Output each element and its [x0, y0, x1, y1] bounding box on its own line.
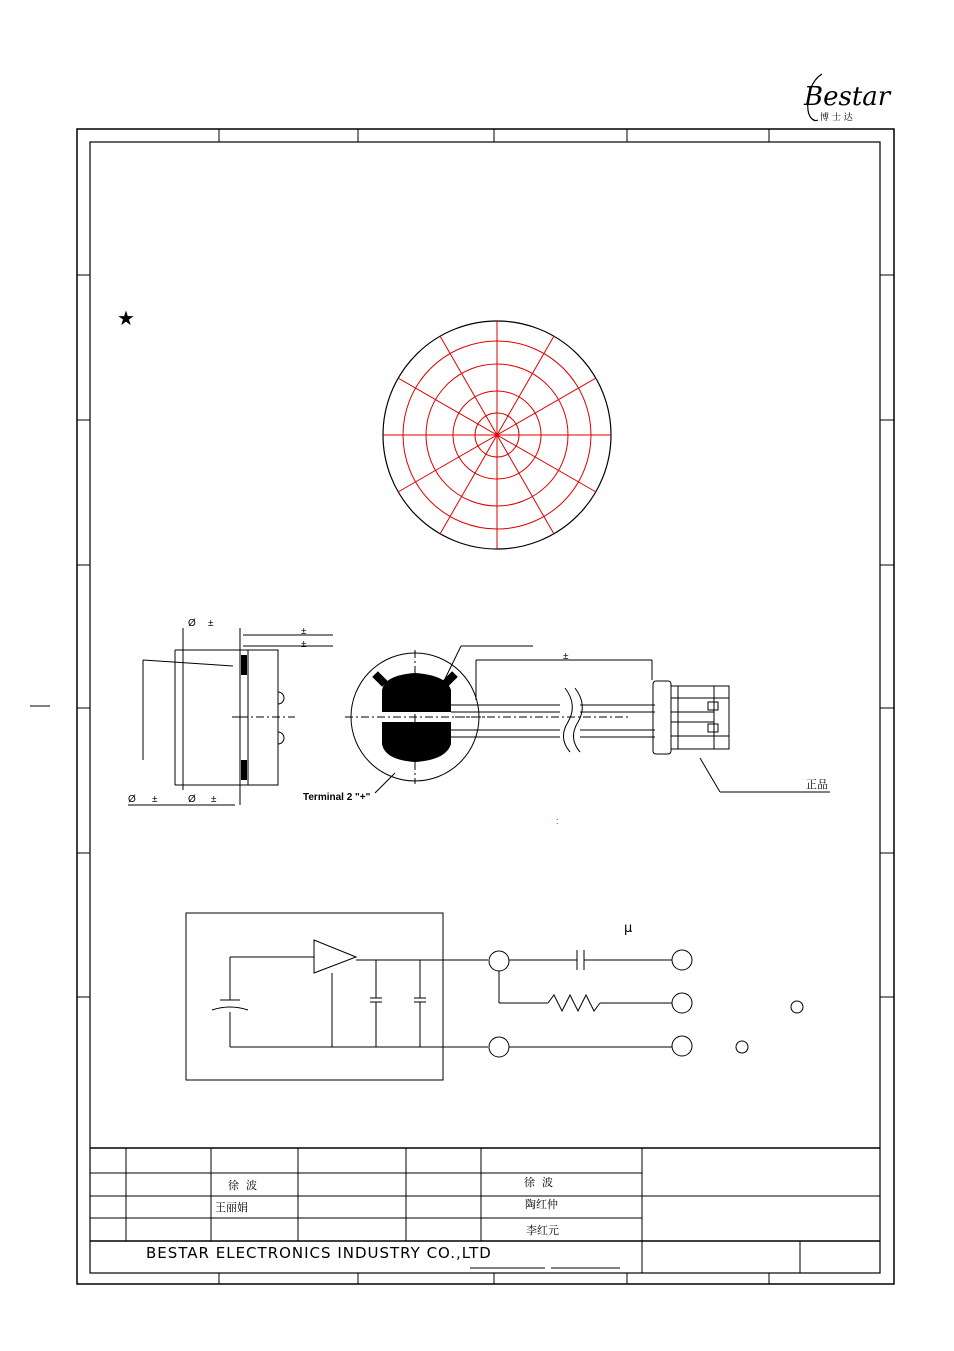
polar-chart	[383, 321, 611, 549]
pm-top: ±	[208, 618, 214, 629]
pm-bottom-2: ±	[211, 794, 217, 805]
dia-symbol-top: Ø	[188, 618, 196, 629]
connector	[653, 681, 830, 792]
drawn-by-2: 王丽娟	[215, 1201, 248, 1214]
logo-chinese: 博 士 达	[820, 113, 853, 123]
micro-symbol: μ	[624, 921, 633, 936]
side-view-drawing	[128, 628, 333, 805]
dia-symbol-bottom-2: Ø	[188, 794, 196, 805]
bestar-logo	[803, 74, 892, 123]
terminal-pad-top	[382, 673, 451, 712]
pm-right-2: ±	[301, 639, 307, 650]
wire-harness	[451, 660, 655, 752]
test-circuit	[186, 913, 803, 1080]
pm-bottom-1: ±	[152, 794, 158, 805]
checked-by-2: 陶红仲	[525, 1198, 558, 1211]
zone-ticks	[30, 129, 894, 1284]
pm-wire: ±	[563, 651, 569, 662]
dia-symbol-bottom-1: Ø	[128, 794, 136, 805]
checked-by-1: 徐 波	[524, 1176, 553, 1189]
terminal-label: Terminal 2 "+"	[303, 792, 371, 803]
logo-brand: Bestar	[804, 82, 891, 112]
approved-by: 李红元	[526, 1224, 559, 1237]
pm-right-1: ±	[301, 626, 307, 637]
outer-frame	[77, 129, 894, 1284]
front-view-drawing	[345, 646, 533, 793]
section-star-icon: ★	[117, 306, 135, 330]
company-name: BESTAR ELECTRONICS INDUSTRY CO.,LTD	[146, 1244, 492, 1262]
side-view-hatch-bottom	[241, 760, 247, 780]
terminal-pad-bottom	[382, 722, 451, 762]
red-note: :	[556, 816, 559, 826]
side-view-hatch	[241, 655, 247, 675]
genuine-label: 正品	[806, 778, 828, 791]
drawn-by: 徐 波	[228, 1179, 257, 1192]
inner-frame	[90, 142, 880, 1273]
